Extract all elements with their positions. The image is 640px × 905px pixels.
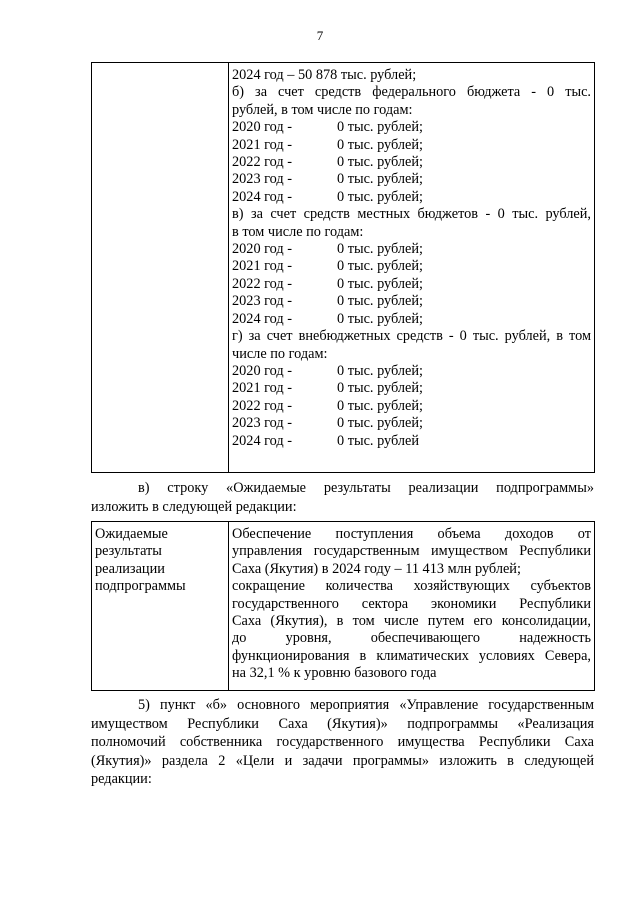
- label-line: реализации: [95, 560, 165, 577]
- funding-line: рублей, в том числе по годам:: [232, 101, 413, 118]
- paragraph-line: в) строку «Ожидаемые результаты реализации подпрограммы»: [138, 480, 594, 496]
- paragraph-item-5: [91, 696, 594, 789]
- paragraph-line: имуществом Республики Саха (Якутия)» подпрограммы «Реализация: [91, 715, 594, 732]
- label-line: результаты: [95, 543, 162, 560]
- table-row: [92, 522, 595, 691]
- extra-heading-line: г) за счет внебюджетных средств - 0 тыс. рублей, в том: [232, 328, 591, 345]
- label-line: Ожидаемые: [95, 526, 168, 542]
- result-line: Обеспечение поступления объема доходов от: [232, 526, 591, 542]
- extra-heading-line: числе по годам:: [232, 345, 328, 362]
- result-line: до уровня, обеспечивающего надежность: [232, 630, 591, 647]
- local-heading-line: в том числе по годам:: [232, 223, 364, 240]
- extra-year-row: 2022 год - 0 тыс. рублей;: [232, 397, 424, 414]
- extra-year-row: 2024 год - 0 тыс. рублей: [232, 432, 420, 449]
- local-year-row: 2024 год - 0 тыс. рублей;: [232, 310, 424, 327]
- funding-table: [91, 62, 595, 473]
- federal-year-row: 2023 год - 0 тыс. рублей;: [232, 171, 424, 188]
- federal-year-row: 2021 год - 0 тыс. рублей;: [232, 136, 424, 153]
- funding-line: б) за счет средств федерального бюджета - 0 тыс.: [232, 84, 591, 101]
- funding-table-label-cell: [92, 63, 229, 473]
- page-number: 7: [316, 28, 324, 43]
- paragraph-line: редакции:: [91, 771, 152, 788]
- label-line: подпрограммы: [95, 578, 186, 595]
- expected-results-table: [91, 521, 595, 691]
- local-year-row: 2020 год - 0 тыс. рублей;: [232, 241, 424, 258]
- funding-table-value-cell: [229, 63, 595, 473]
- paragraph-line: изложить в следующей редакции:: [91, 498, 297, 515]
- extra-year-row: 2023 год - 0 тыс. рублей;: [232, 415, 424, 432]
- result-line: сокращение количества хозяйствующих субъектов: [232, 578, 591, 595]
- result-line: управления государственным имуществом Республики: [232, 543, 591, 560]
- paragraph-line: 5) пункт «б» основного мероприятия «Управление государственным: [138, 697, 594, 713]
- local-year-row: 2023 год - 0 тыс. рублей;: [232, 293, 424, 310]
- funding-line: 2024 год – 50 878 тыс. рублей;: [232, 67, 417, 83]
- result-line: государственного сектора экономики Республики: [232, 595, 591, 612]
- extra-year-row: 2020 год - 0 тыс. рублей;: [232, 362, 424, 379]
- local-year-row: 2022 год - 0 тыс. рублей;: [232, 275, 424, 292]
- paragraph-line: полномочий собственника государственного имущества Республики Саха: [91, 734, 594, 751]
- result-line: функционирования в климатических условиях Севера,: [232, 647, 591, 664]
- extra-year-row: 2021 год - 0 тыс. рублей;: [232, 380, 424, 397]
- result-line: Саха (Якутия) в 2024 году – 11 413 млн рублей;: [232, 560, 521, 577]
- federal-year-row: 2020 год - 0 тыс. рублей;: [232, 119, 424, 136]
- paragraph-expected-results: [91, 479, 594, 516]
- local-year-row: 2021 год - 0 тыс. рублей;: [232, 258, 424, 275]
- expected-results-label-cell: [92, 522, 229, 691]
- paragraph-line: (Якутия)» раздела 2 «Цели и задачи программы» изложить в следующей: [91, 752, 594, 769]
- federal-year-row: 2022 год - 0 тыс. рублей;: [232, 154, 424, 171]
- local-heading-line: в) за счет средств местных бюджетов - 0 тыс. рублей,: [232, 206, 591, 223]
- table-row: [92, 63, 595, 473]
- result-line: на 32,1 % к уровню базового года: [232, 665, 437, 682]
- expected-results-value-cell: [229, 522, 595, 691]
- federal-year-row: 2024 год - 0 тыс. рублей;: [232, 188, 424, 205]
- result-line: Саха (Якутия), в том числе путем его консолидации,: [232, 613, 591, 630]
